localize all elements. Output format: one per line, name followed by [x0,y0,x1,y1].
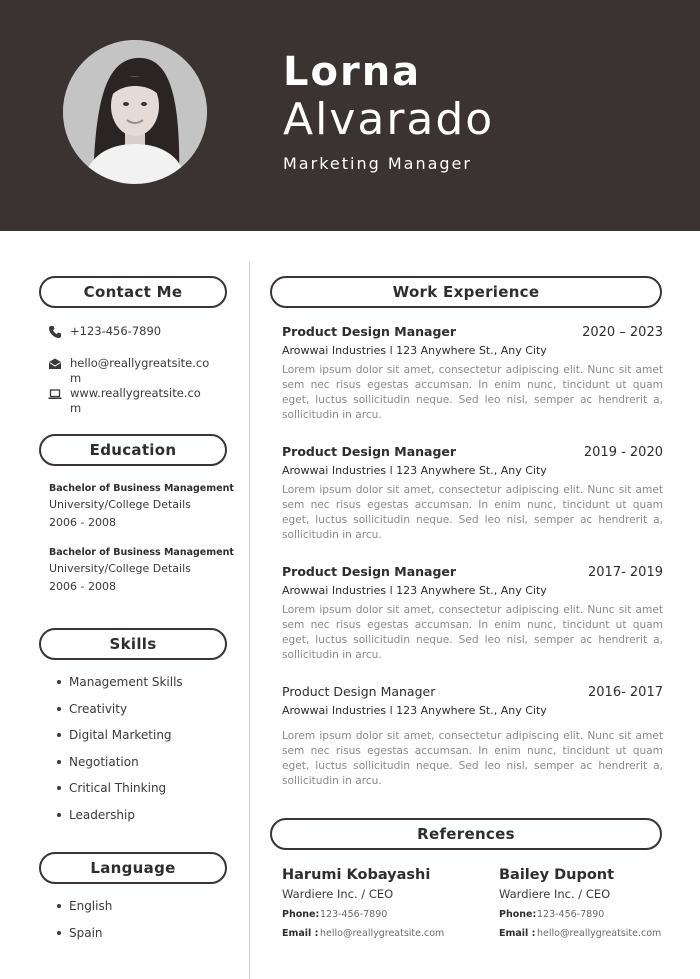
phone-value: 123-456-7890 [537,909,605,920]
bullet-icon [57,733,61,737]
job-role: Product Design Manager [282,444,457,459]
email-text[interactable]: hello@reallygreatsite.com [70,356,210,385]
work-item [282,564,663,663]
contact-phone [48,324,210,339]
job-description: Lorem ipsum dolor sit amet, consectetur adipiscing elit. Nunc sit amet sem nec risus egestas accumsan. In enim nunc, tincidunt ut quam eget, luctus sollicitudin neque. Sed leo nisl, semper ac hendrerit a, sollicitudin in arcu. [282,484,663,541]
header-banner [0,0,700,231]
reference-item [282,867,482,939]
contact-email [48,356,210,386]
first-name: Lorna [283,49,422,95]
job-role: Product Design Manager [282,564,457,579]
job-description: Lorem ipsum dolor sit amet, consectetur adipiscing elit. Nunc sit amet sem nec risus egestas accumsan. In enim nunc, tincidunt ut quam eget, luctus sollicitudin neque. Sed leo nisl, semper ac hendrerit a, sollicitudin in arcu. [282,730,663,787]
work-heading: Work Experience [270,276,662,308]
column-divider [249,262,250,979]
skills-list [57,669,183,828]
references-heading: References [270,818,662,850]
bullet-icon [57,813,61,817]
years: 2006 - 2008 [49,580,116,593]
email-label: Email : [282,928,319,939]
bullet-icon [57,680,61,684]
job-period: 2017- 2019 [588,565,663,580]
education-item [49,482,234,532]
language-list [57,893,112,946]
job-company: Arowwai Industries l 123 Anywhere St., Any City [282,344,547,357]
list-item: Leadership [57,802,183,829]
reference-email [282,928,482,939]
list-item: English [57,893,112,920]
bullet-icon [57,760,61,764]
bullet-icon [57,707,61,711]
envelope-icon [48,357,62,371]
email-value[interactable]: hello@reallygreatsite.com [537,928,662,939]
contact-website [48,386,210,416]
job-role: Product Design Manager [282,324,457,339]
phone-label: Phone: [282,909,320,920]
list-item: Negotiation [57,749,183,776]
skills-heading: Skills [39,628,227,660]
list-item: Digital Marketing [57,722,183,749]
reference-item [499,867,699,939]
profile-photo [63,40,207,184]
job-company: Arowwai Industries l 123 Anywhere St., Any City [282,464,547,477]
years: 2006 - 2008 [49,516,116,529]
bullet-icon [57,786,61,790]
job-period: 2016- 2017 [588,685,663,700]
bullet-icon [57,904,61,908]
reference-company: Wardiere Inc. / CEO [282,887,394,901]
work-item [282,444,663,543]
job-company: Arowwai Industries l 123 Anywhere St., Any City [282,584,547,597]
work-item [282,684,663,789]
school: University/College Details [49,498,191,511]
phone-text: +123-456-7890 [70,324,162,338]
email-value[interactable]: hello@reallygreatsite.com [320,928,445,939]
email-label: Email : [499,928,536,939]
list-item: Critical Thinking [57,775,183,802]
reference-name: Harumi Kobayashi [282,867,431,883]
education-heading: Education [39,434,227,466]
portrait-image [63,40,207,184]
contact-heading: Contact Me [39,276,227,308]
job-description: Lorem ipsum dolor sit amet, consectetur adipiscing elit. Nunc sit amet sem nec risus egestas accumsan. In enim nunc, tincidunt ut quam eget, luctus sollicitudin neque. Sed leo nisl, semper ac hendrerit a, sollicitudin in arcu. [282,364,663,421]
work-item [282,324,663,423]
website-text[interactable]: www.reallygreatsite.com [70,386,201,415]
language-heading: Language [39,852,227,884]
job-period: 2020 – 2023 [582,325,663,340]
job-period: 2019 - 2020 [583,445,663,460]
reference-email [499,928,699,939]
list-item: Management Skills [57,669,183,696]
reference-phone [282,909,482,920]
laptop-icon [48,387,62,401]
reference-name: Bailey Dupont [499,867,615,883]
degree: Bachelor of Business Management [49,483,234,494]
school: University/College Details [49,562,191,575]
job-description: Lorem ipsum dolor sit amet, consectetur adipiscing elit. Nunc sit amet sem nec risus egestas accumsan. In enim nunc, tincidunt ut quam eget, luctus sollicitudin neque. Sed leo nisl, semper ac hendrerit a, sollicitudin in arcu. [282,604,663,661]
phone-value: 123-456-7890 [320,909,388,920]
last-name: Alvarado [283,94,495,145]
reference-phone [499,909,699,920]
job-title: Marketing Manager [283,154,472,173]
phone-label: Phone: [499,909,537,920]
list-item: Spain [57,920,112,947]
reference-company: Wardiere Inc. / CEO [499,887,611,901]
bullet-icon [57,931,61,935]
job-company: Arowwai Industries l 123 Anywhere St., Any City [282,704,547,717]
degree: Bachelor of Business Management [49,547,234,558]
list-item: Creativity [57,696,183,723]
phone-icon [48,325,62,339]
education-item [49,546,234,596]
job-role: Product Design Manager [282,684,436,699]
